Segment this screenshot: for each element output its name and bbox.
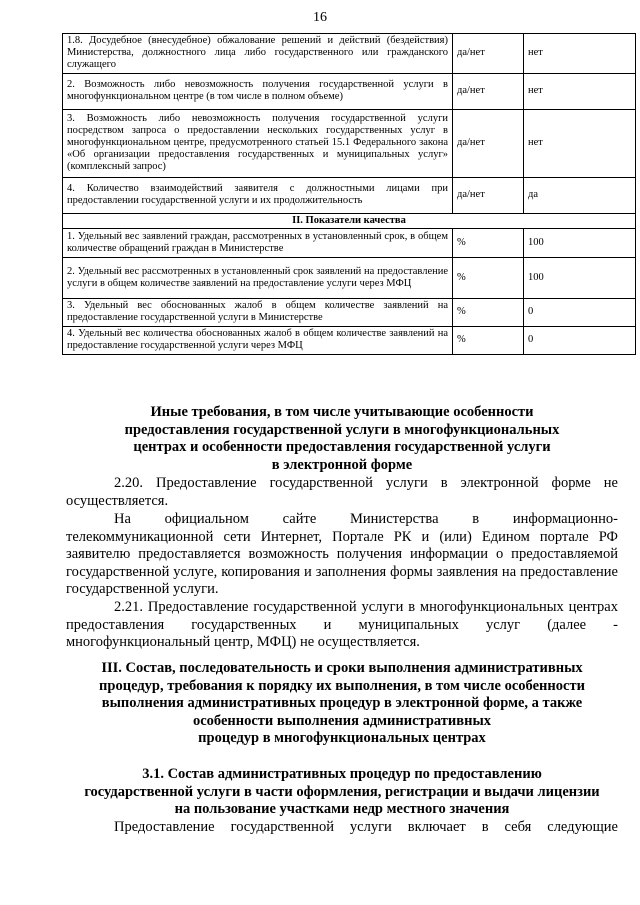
table-row	[63, 228, 636, 257]
paragraph-first-line: На официальном сайте Министерства в информационно-	[114, 511, 618, 527]
indicator-name: 2. Возможность либо невозможность получения государственной услуги в многофункциональном центре (в том числе в полном объеме)	[63, 73, 453, 109]
indicator-unit: да/нет	[453, 73, 524, 109]
table-row	[63, 326, 636, 354]
indicator-name: 1. Удельный вес заявлений граждан, рассмотренных в установленный срок, в общем количестве обращений граждан в Министерстве	[63, 228, 453, 257]
indicator-value: 0	[524, 298, 636, 326]
indicator-unit: %	[453, 228, 524, 257]
indicator-unit: да/нет	[453, 34, 524, 74]
indicator-name: 4. Удельный вес количества обоснованных жалоб в общем количестве заявлений на предоставление государственной услуги через МФЦ	[63, 326, 453, 354]
indicator-name: 3. Удельный вес обоснованных жалоб в общем количестве заявлений на предоставление государственной услуги в Министерстве	[63, 298, 453, 326]
section-heading-other-requirements: Иные требования, в том числе учитывающие особенности предоставления государственной услуги в многофункциональных центрах и особенности предоставления государственной услуги в электронной форме	[124, 404, 560, 473]
indicator-value: да	[524, 177, 636, 213]
indicator-unit: %	[453, 298, 524, 326]
paragraph-2-20: 2.20. Предоставление государственной услуги в электронной форме не осуществляется.	[66, 475, 618, 509]
indicator-unit: да/нет	[453, 177, 524, 213]
indicator-name: 2. Удельный вес рассмотренных в установленный срок заявлений на предоставление услуги в общем количестве заявлений на предоставление услуги через МФЦ	[63, 257, 453, 298]
indicator-value: 100	[524, 228, 636, 257]
paragraph-last: Предоставление государственной услуги включает в себя следующие	[114, 819, 618, 835]
indicator-unit: %	[453, 257, 524, 298]
indicator-name: 3. Возможность либо невозможность получения государственной услуги посредством запроса о предоставлении нескольких государственных услуг в многофункциональном центре, предусмотренного статьей 15.1 Федерального закона «Об организации предоставления государственных и муниципальных услуг» (комплексный запрос)	[63, 109, 453, 177]
indicator-value: нет	[524, 73, 636, 109]
table-row	[63, 177, 636, 213]
table-row	[63, 34, 636, 74]
table-row	[63, 257, 636, 298]
paragraph-official-site: На официальном сайте Министерства в информационно- телекоммуникационной сети Интернет, Портале РК и (или) Едином портале РФ заявителю предоставляется возможность получения информации о предоставляемой государственной услуге, копирования и заполнения формы заявления на предоставление государственной услуги.	[66, 511, 618, 597]
indicator-name: 4. Количество взаимодействий заявителя с должностными лицами при предоставлении государственной услуги и их продолжительность	[63, 177, 453, 213]
indicator-value: 100	[524, 257, 636, 298]
table-row	[63, 73, 636, 109]
indicator-value: 0	[524, 326, 636, 354]
paragraph-2-21: 2.21. Предоставление государственной услуги в многофункциональных центрах предоставления государственных и муниципальных услуг (далее - многофункциональный центр, МФЦ) не осуществляется.	[66, 599, 618, 650]
table-row	[63, 298, 636, 326]
indicators-table	[62, 33, 636, 355]
section-heading-iii: III. Состав, последовательность и сроки выполнения административных процедур, требования к порядку их выполнения, в том числе особенности выполнения административных процедур в электронной форме, а также особенности выполнения административных процедур в многофункциональных центрах	[99, 660, 585, 746]
section-heading-3-1: 3.1. Состав административных процедур по предоставлению государственной услуги в части оформления, регистрации и выдачи лицензии на пользование участками недр местного значения	[84, 766, 600, 817]
table-section-row	[63, 213, 636, 228]
page-number: 16	[313, 10, 327, 25]
table-row	[63, 109, 636, 177]
indicator-value: нет	[524, 109, 636, 177]
indicator-name: 1.8. Досудебное (внесудебное) обжалование решений и действий (бездействия) Министерства, должностного лица либо государственного или гражданского служащего	[63, 34, 453, 74]
indicator-unit: да/нет	[453, 109, 524, 177]
quality-section-title: II. Показатели качества	[63, 213, 636, 228]
indicator-value: нет	[524, 34, 636, 74]
indicator-unit: %	[453, 326, 524, 354]
